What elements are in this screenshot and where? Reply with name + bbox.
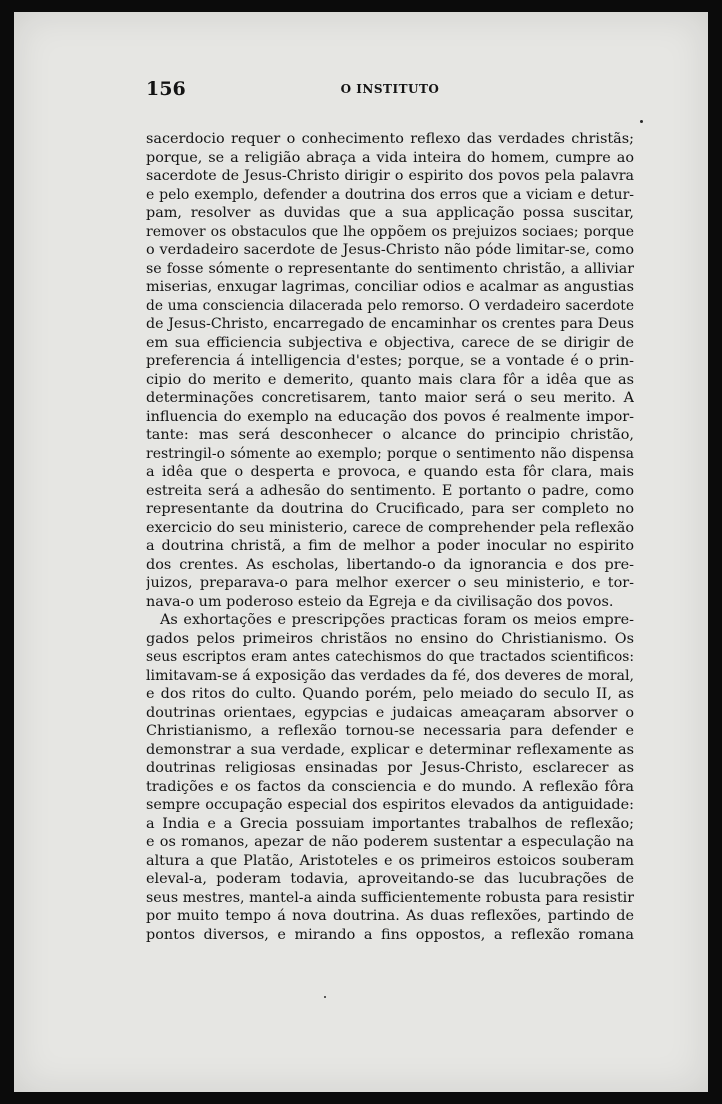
text-line: altura a que Platão, Aristoteles e os primeiros estoicos souberam [146,852,634,869]
text-line: miserias, enxugar lagrimas, conciliar odios e acalmar as angustias [146,279,634,295]
text-line: representante da doutrina do Crucificado, para ser completo no [146,501,634,517]
text-line: dos crentes. As escholas, libertando-o da ignorancia e dos pre- [146,556,634,573]
text-line: sempre occupação especial dos espiritos elevados da antiguidade: [146,797,634,813]
ink-speck [324,996,326,998]
text-line: a India e a Grecia possuiam importantes trabalhos de reflexão; [146,815,634,832]
text-line: pam, resolver as duvidas que a sua applicação possa suscitar, [146,205,634,221]
text-line: As exhortações e prescripções practicas foram os meios empre- [160,612,634,628]
text-line: estreita será a adhesão do sentimento. E portanto o padre, como [146,482,634,499]
text-line: preferencia á intelligencia d'estes; porque, se a vontade é o prin- [146,353,634,369]
text-line: demonstrar a sua verdade, explicar e determinar reflexamente as [146,741,634,758]
text-line: pontos diversos, e mirando a fins oppostos, a reflexão romana [146,926,634,943]
text-line: o verdadeiro sacerdote de Jesus-Christo não póde limitar-se, como [146,242,634,258]
text-line: Christianismo, a reflexão tornou-se necessaria para defender e [146,723,634,739]
running-title: O INSTITUTO [340,82,440,96]
text-line: se fosse sómente o representante do sentimento christão, a alliviar [146,260,634,277]
text-line: e dos ritos do culto. Quando porém, pelo meiado do seculo II, as [146,686,634,702]
text-line: nava-o um poderoso esteio da Egreja e da civilisação dos povos. [146,593,614,610]
text-line: a idêa que o desperta e provoca, e quando esta fôr clara, mais [146,464,634,480]
text-line: sacerdocio requer o conhecimento reflexo das verdades christãs; [146,131,634,147]
text-line: e pelo exemplo, defender a doutrina dos erros que a viciam e detur- [146,186,634,203]
text-line: de Jesus-Christo, encarregado de encaminhar os crentes para Deus [146,316,634,332]
text-line: juizos, preparava-o para melhor exercer o seu ministerio, e tor- [146,575,634,591]
text-line: cipio do merito e demerito, quanto mais clara fôr a idêa que as [146,371,634,388]
text-line: sacerdote de Jesus-Christo dirigir o espirito dos povos pela palavra [146,168,634,184]
text-line: exercicio do seu ministerio, carece de comprehender pela reflexão [146,519,634,536]
text-line: de uma consciencia dilacerada pelo remorso. O verdadeiro sacerdote [146,297,634,314]
ink-speck [640,120,643,123]
text-line: em sua efficiencia subjectiva e objectiva, carece de se dirigir de [146,334,634,351]
body-text [146,130,634,944]
text-line: eleval-a, poderam todavia, aproveitando-se das lucubrações de [146,871,634,887]
text-line: seus mestres, mantel-a ainda sufficientemente robusta para resistir [146,889,634,906]
text-line: doutrinas religiosas ensinadas por Jesus-Christo, esclarecer as [146,760,634,776]
text-line: seus escriptos eram antes catechismos do que tractados scientificos: [146,649,634,665]
text-line: doutrinas orientaes, egypcias e judaicas ameaçaram absorver o [146,704,634,721]
text-line: restringil-o sómente ao exemplo; porque o sentimento não dispensa [146,445,634,462]
text-line: tante: mas será desconhecer o alcance do principio christão, [146,427,634,443]
text-line: tradições e os factos da consciencia e do mundo. A reflexão fôra [146,778,634,795]
text-line: determinações concretisarem, tanto maior será o seu merito. A [146,390,634,406]
text-line: influencia do exemplo na educação dos povos é realmente impor- [146,408,634,425]
text-line: a doutrina christã, a fim de melhor a poder inocular no espirito [146,538,634,554]
text-line: e os romanos, apezar de não poderem sustentar a especulação na [146,834,634,850]
page-number: 156 [146,78,186,100]
text-line: limitavam-se á exposição das verdades da fé, dos deveres de moral, [146,667,634,684]
text-line: gados pelos primeiros christãos no ensino do Christianismo. Os [146,630,634,647]
text-line: por muito tempo á nova doutrina. As duas reflexões, partindo de [146,908,634,924]
text-line: porque, se a religião abraça a vida inteira do homem, cumpre ao [146,149,634,166]
page-header [146,78,634,102]
text-line: remover os obstaculos que lhe oppõem os prejuizos sociaes; porque [146,223,634,240]
